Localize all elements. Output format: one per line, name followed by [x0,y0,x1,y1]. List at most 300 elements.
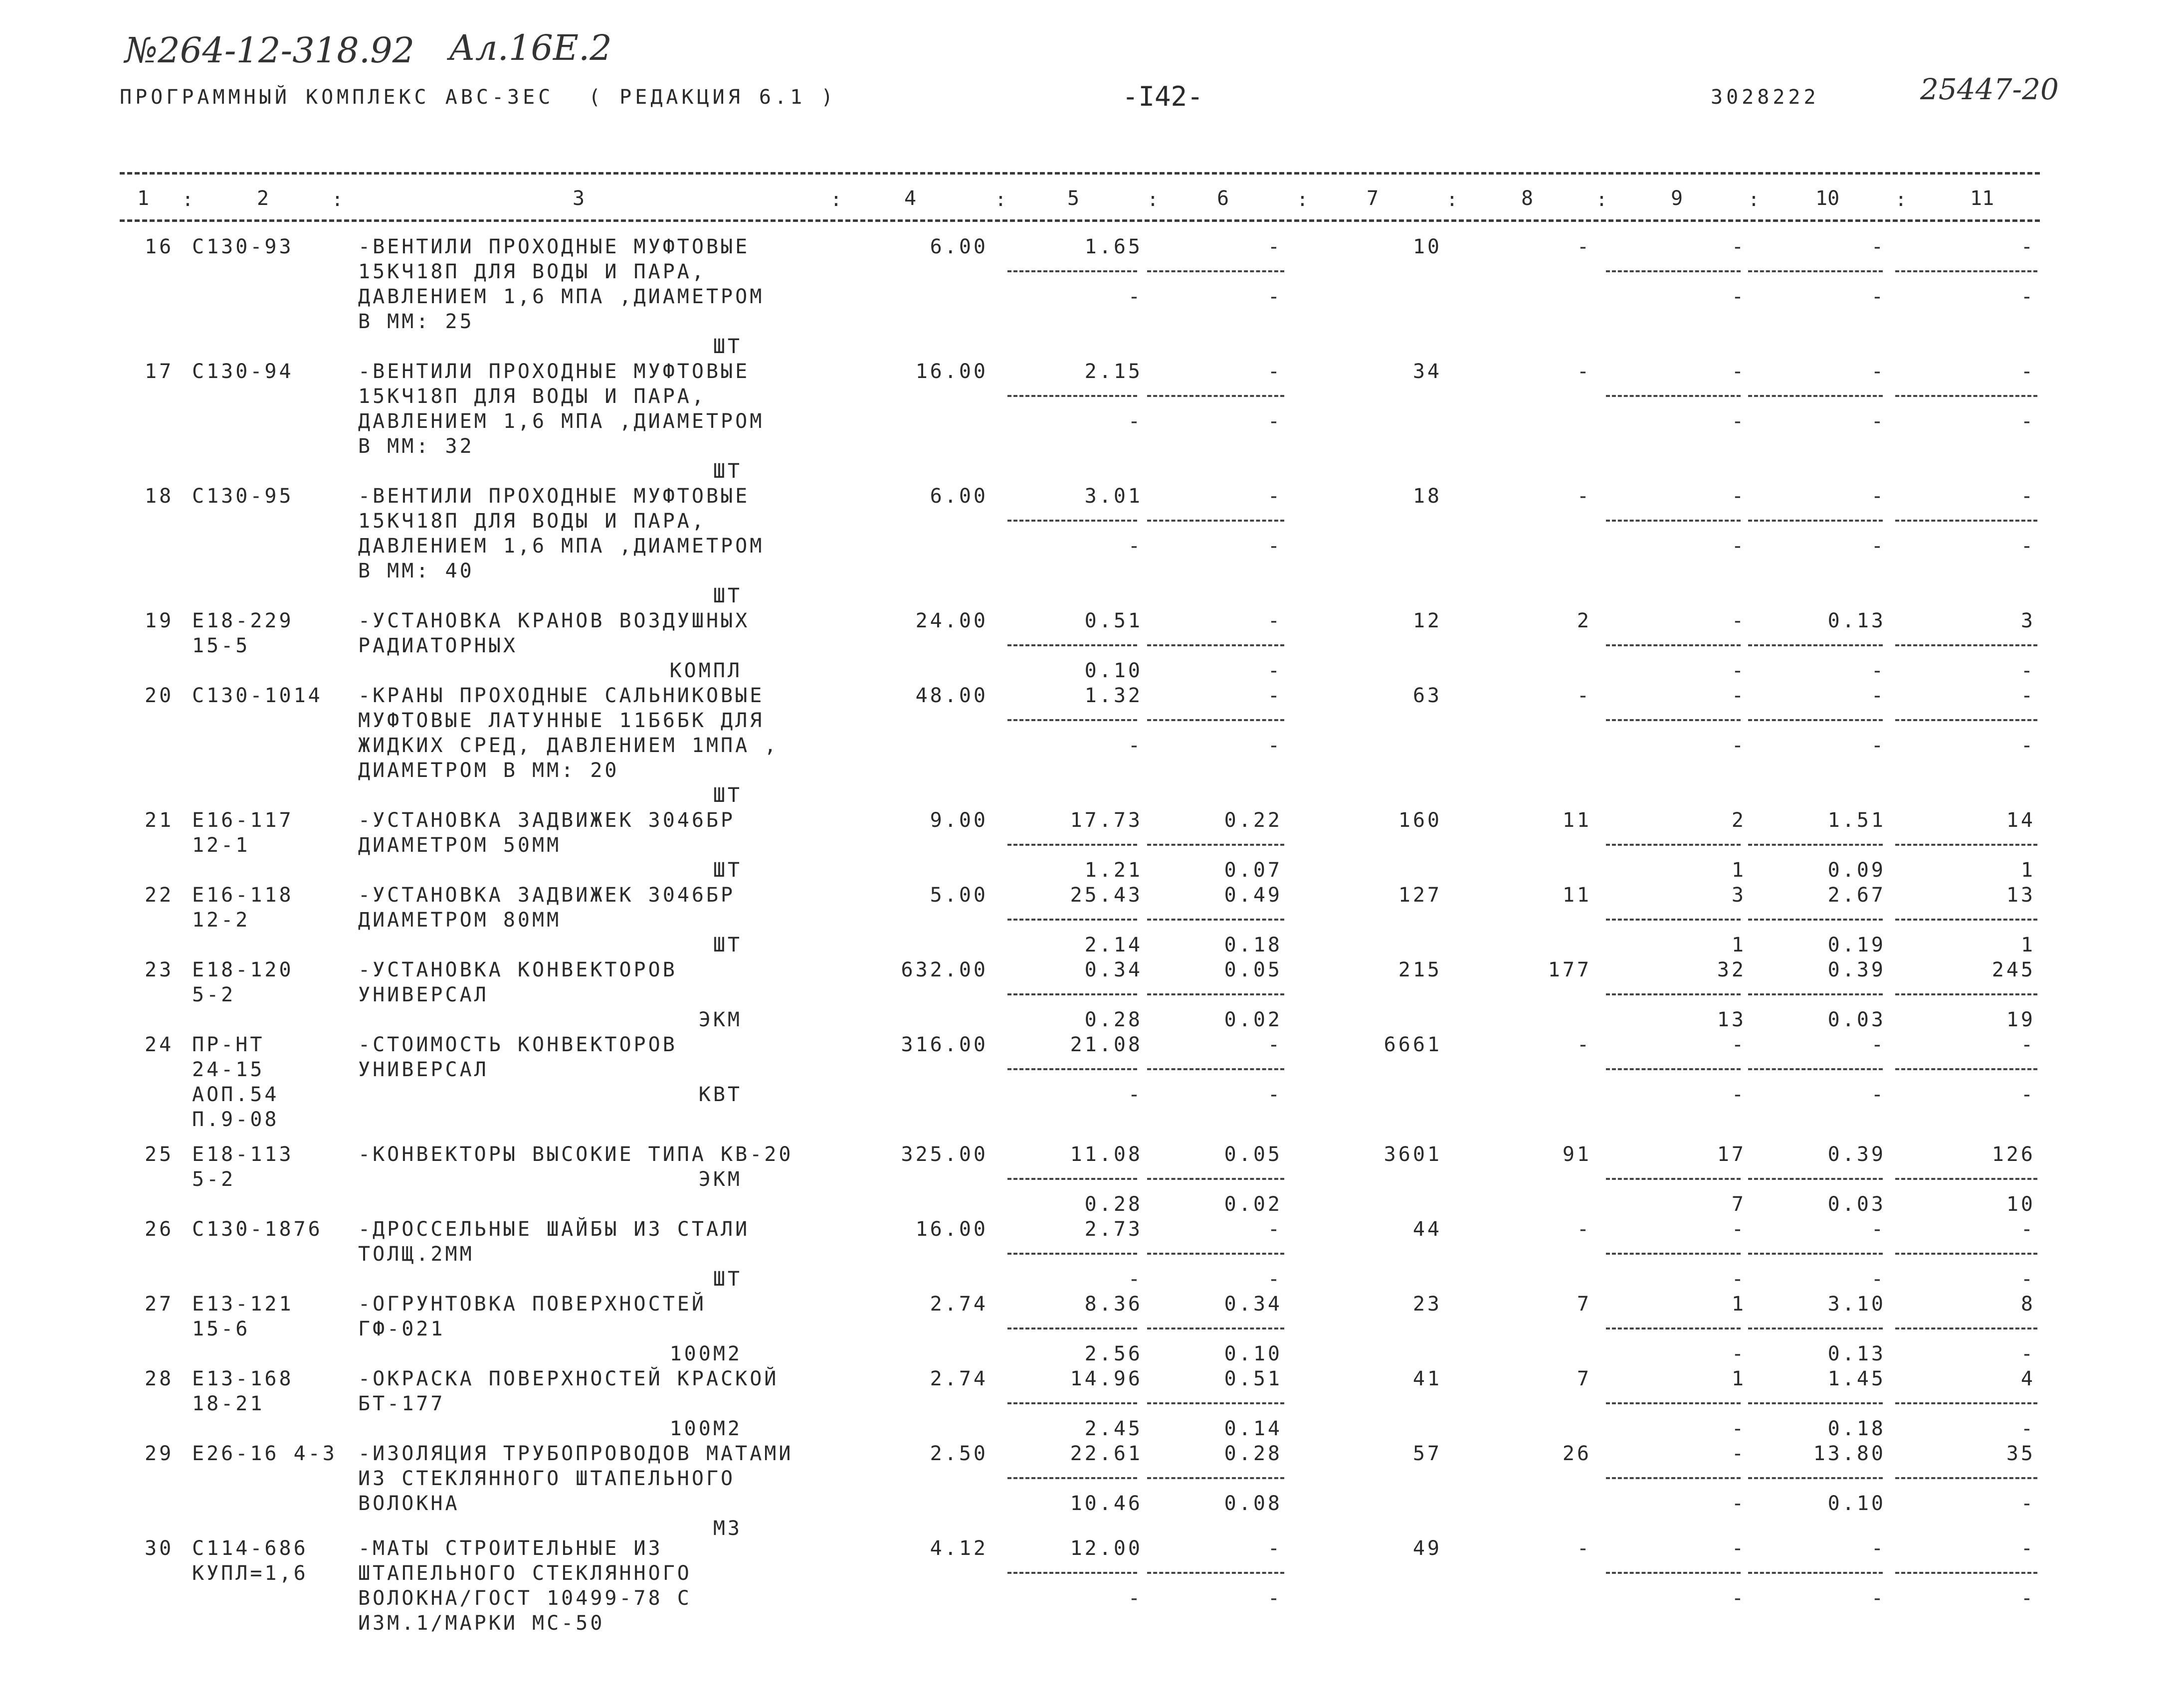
work-description: -УСТАНОВКА ЗАДВИЖЕК 3046БР [358,884,736,907]
total-machine-wages: 13 [1717,1008,1746,1031]
handwritten-sheet-mark: Ал.16Е.2 [449,27,612,68]
labor-total-sub: - [2020,1492,2035,1515]
unit-cost: 2.73 [1084,1218,1143,1241]
labor-total-sub: - [2020,734,2035,757]
dashed-subtotal-line [1748,844,1883,846]
total-machine-wages: - [1731,1417,1746,1440]
total-machine: - [1731,1537,1746,1560]
labor-unit: 1.51 [1827,809,1886,832]
labor-total: - [2020,1033,2035,1056]
total-cost: 160 [1398,809,1442,832]
quantity: 325.00 [901,1143,988,1166]
quantity: 48.00 [915,684,988,707]
labor-total: 13 [2006,884,2035,907]
work-description: ДАВЛЕНИЕМ 1,6 МПА ,ДИАМЕТРОМ [358,410,765,433]
labor-total-sub: 1 [2020,859,2035,882]
rate-code: Е16-118 [192,884,294,907]
work-description: УНИВЕРСАЛ [358,1058,489,1081]
labor-unit: - [1871,360,1886,383]
unit-of-measure: ШТ [713,1268,742,1291]
row-number: 22 [145,884,174,907]
dashed-subtotal-line [1007,1572,1137,1574]
dashed-subtotal-line [1007,1328,1137,1329]
dashed-subtotal-line [1606,1477,1741,1479]
work-description: -ОГРУНТОВКА ПОВЕРХНОСТЕЙ [358,1293,706,1316]
work-description: -КРАНЫ ПРОХОДНЫЕ САЛЬНИКОВЫЕ [358,684,765,707]
labor-unit-sub: 0.03 [1827,1008,1886,1031]
total-machine: - [1731,1218,1746,1241]
total-wages: 11 [1562,884,1591,907]
rate-code: АОП.54 [192,1083,279,1106]
dashed-subtotal-line [1147,1253,1284,1255]
dashed-subtotal-line [1007,1477,1137,1479]
rate-code: С130-95 [192,485,294,508]
total-wages: 11 [1562,809,1591,832]
dashed-subtotal-line [1606,844,1741,846]
dashed-subtotal-line [1606,1402,1741,1404]
total-machine-wages: - [1731,1492,1746,1515]
dashed-subtotal-line [1606,919,1741,921]
labor-total-sub: - [2020,1268,2035,1291]
program-title: ПРОГРАММНЫЙ КОМПЛЕКС АВС-3ЕС [120,86,554,109]
machine-cost-wages: - [1267,734,1282,757]
dashed-subtotal-line [1007,395,1137,397]
edition-label: ( РЕДАКЦИЯ 6.1 ) [589,86,837,109]
total-cost: 10 [1412,235,1442,258]
total-cost: 23 [1412,1293,1442,1316]
rate-code: 5-2 [192,983,236,1006]
unit-cost-wages: - [1128,1268,1143,1291]
total-cost: 215 [1398,958,1442,981]
dashed-subtotal-line [1895,1477,2037,1479]
dashed-subtotal-line [1895,1328,2037,1329]
work-description: -ВЕНТИЛИ ПРОХОДНЫЕ МУФТОВЫЕ [358,235,750,258]
work-description: ДАВЛЕНИЕМ 1,6 МПА ,ДИАМЕТРОМ [358,535,765,558]
labor-total-sub: - [2020,1083,2035,1106]
dashed-subtotal-line [1007,520,1137,522]
row-number: 26 [145,1218,174,1241]
work-description: В ММ: 32 [358,435,474,458]
rate-code: КУПЛ=1,6 [192,1562,308,1585]
dashed-subtotal-line [1007,919,1137,921]
labor-unit-sub: - [1871,1587,1886,1610]
total-wages: 91 [1562,1143,1591,1166]
dashed-subtotal-line [1147,919,1284,921]
dashed-subtotal-line [1007,993,1137,995]
unit-cost-wages: 2.14 [1084,934,1143,956]
rate-code: С130-1014 [192,684,323,707]
total-machine: - [1731,360,1746,383]
unit-cost-wages: 2.45 [1084,1417,1143,1440]
dashed-subtotal-line [1748,644,1883,646]
labor-unit-sub: - [1871,410,1886,433]
unit-cost-wages: - [1128,285,1143,308]
total-cost: 12 [1412,609,1442,632]
labor-unit-sub: - [1871,285,1886,308]
work-description: УНИВЕРСАЛ [358,983,489,1006]
quantity: 24.00 [915,609,988,632]
work-description: -УСТАНОВКА КРАНОВ ВОЗДУШНЫХ [358,609,750,632]
dashed-subtotal-line [1147,844,1284,846]
labor-unit-sub: - [1871,1268,1886,1291]
dashed-subtotal-line [1748,719,1883,721]
dashed-subtotal-line [1606,644,1741,646]
labor-unit: 0.39 [1827,958,1886,981]
quantity: 2.74 [930,1293,988,1316]
labor-total-sub: - [2020,535,2035,558]
dashed-subtotal-line [1606,1328,1741,1329]
document-code: 3028222 [1711,86,1819,109]
labor-total: - [2020,485,2035,508]
labor-total-sub: - [2020,1342,2035,1365]
dashed-subtotal-line [1895,1402,2037,1404]
machine-cost-wages: - [1267,410,1282,433]
quantity: 9.00 [930,809,988,832]
unit-cost-wages: 0.10 [1084,659,1143,682]
dashed-subtotal-line [1606,270,1741,272]
labor-total: 14 [2006,809,2035,832]
work-description: ИЗМ.1/МАРКИ МС-50 [358,1612,605,1635]
total-machine-wages: - [1731,410,1746,433]
work-description: -ВЕНТИЛИ ПРОХОДНЫЕ МУФТОВЫЕ [358,485,750,508]
labor-unit: 0.13 [1827,609,1886,632]
unit-cost: 25.43 [1070,884,1143,907]
machine-cost-wages: - [1267,1268,1282,1291]
labor-unit-sub: 0.09 [1827,859,1886,882]
rate-code: 18-21 [192,1392,265,1415]
rate-code: ПР-НТ [192,1033,265,1056]
row-number: 29 [145,1442,174,1465]
dashed-subtotal-line [1147,1068,1284,1070]
labor-unit: 1.45 [1827,1367,1886,1390]
labor-total-sub: - [2020,285,2035,308]
dashed-subtotal-line [1895,993,2037,995]
labor-unit: 2.67 [1827,884,1886,907]
total-cost: 44 [1412,1218,1442,1241]
total-machine-wages: - [1731,535,1746,558]
total-machine-wages: - [1731,1083,1746,1106]
total-machine-wages: - [1731,1268,1746,1291]
total-wages: 7 [1577,1293,1591,1316]
labor-unit-sub: 0.10 [1827,1492,1886,1515]
unit-of-measure: 100М2 [669,1342,742,1365]
machine-cost: - [1267,235,1282,258]
dashed-subtotal-line [1007,719,1137,721]
machine-cost: - [1267,684,1282,707]
total-machine-wages: 7 [1731,1193,1746,1216]
dashed-subtotal-line [1895,1572,2037,1574]
work-description: -ВЕНТИЛИ ПРОХОДНЫЕ МУФТОВЫЕ [358,360,750,383]
work-description: ДИАМЕТРОМ 50ММ [358,834,562,857]
quantity: 316.00 [901,1033,988,1056]
unit-cost: 14.96 [1070,1367,1143,1390]
column-header: 4 [904,187,917,210]
dashed-subtotal-line [1147,1178,1284,1180]
total-cost: 57 [1412,1442,1442,1465]
dashed-subtotal-line [1748,1402,1883,1404]
labor-unit: 0.39 [1827,1143,1886,1166]
dashed-subtotal-line [1606,993,1741,995]
total-machine: - [1731,609,1746,632]
row-number: 17 [145,360,174,383]
machine-cost-wages: - [1267,1587,1282,1610]
machine-cost-wages: - [1267,1083,1282,1106]
unit-cost: 0.34 [1084,958,1143,981]
machine-cost: - [1267,1033,1282,1056]
machine-cost: 0.51 [1224,1367,1282,1390]
total-machine-wages: - [1731,285,1746,308]
total-machine-wages: - [1731,1587,1746,1610]
machine-cost: 0.28 [1224,1442,1282,1465]
work-description: -УСТАНОВКА ЗАДВИЖЕК 3046БР [358,809,736,832]
machine-cost-wages: 0.18 [1224,934,1282,956]
dashed-subtotal-line [1007,1068,1137,1070]
machine-cost-wages: 0.14 [1224,1417,1282,1440]
labor-unit: 3.10 [1827,1293,1886,1316]
row-number: 27 [145,1293,174,1316]
labor-total: 126 [1991,1143,2035,1166]
column-separator: : [995,189,1006,210]
dashed-subtotal-line [1147,719,1284,721]
unit-of-measure: КВТ [698,1083,742,1106]
column-header: 2 [257,187,269,210]
dashed-subtotal-line [1748,1068,1883,1070]
total-cost: 18 [1412,485,1442,508]
page-number: -I42- [1122,81,1203,112]
total-wages: - [1577,1218,1591,1241]
unit-of-measure: ШТ [713,859,742,882]
row-number: 16 [145,235,174,258]
column-header: 6 [1217,187,1229,210]
total-wages: - [1577,1537,1591,1560]
total-machine-wages: 1 [1731,859,1746,882]
dashed-subtotal-line [1895,395,2037,397]
dashed-subtotal-line [1748,1328,1883,1329]
row-number: 28 [145,1367,174,1390]
row-number: 30 [145,1537,174,1560]
machine-cost: - [1267,485,1282,508]
dashed-subtotal-line [1147,1402,1284,1404]
unit-cost: 8.36 [1084,1293,1143,1316]
labor-total: - [2020,684,2035,707]
dashed-subtotal-line [1895,520,2037,522]
dashed-subtotal-line [1895,1253,2037,1255]
total-machine: - [1731,1442,1746,1465]
work-description: -СТОИМОСТЬ КОНВЕКТОРОВ [358,1033,677,1056]
total-cost: 127 [1398,884,1442,907]
dashed-subtotal-line [1895,1178,2037,1180]
unit-cost-wages: 2.56 [1084,1342,1143,1365]
labor-unit-sub: - [1871,535,1886,558]
dashed-subtotal-line [1606,395,1741,397]
dashed-subtotal-line [1748,520,1883,522]
unit-of-measure: М3 [713,1517,742,1540]
column-separator: : [182,189,194,210]
machine-cost: 0.05 [1224,958,1282,981]
unit-cost-wages: 10.46 [1070,1492,1143,1515]
table-header-rule [120,219,2040,222]
unit-cost: 21.08 [1070,1033,1143,1056]
unit-of-measure: ШТ [713,584,742,607]
labor-unit-sub: 0.18 [1827,1417,1886,1440]
total-machine: 32 [1717,958,1746,981]
machine-cost: - [1267,360,1282,383]
work-description: -МАТЫ СТРОИТЕЛЬНЫЕ ИЗ [358,1537,663,1560]
dashed-subtotal-line [1147,1572,1284,1574]
total-cost: 34 [1412,360,1442,383]
dashed-subtotal-line [1147,395,1284,397]
work-description: ДИАМЕТРОМ В ММ: 20 [358,759,619,782]
labor-unit: 13.80 [1813,1442,1886,1465]
row-number: 25 [145,1143,174,1166]
dashed-subtotal-line [1895,919,2037,921]
total-machine: - [1731,684,1746,707]
machine-cost-wages: 0.07 [1224,859,1282,882]
column-separator: : [1297,189,1308,210]
work-description: МУФТОВЫЕ ЛАТУННЫЕ 11Б6БК ДЛЯ [358,709,765,732]
column-header: 10 [1815,187,1840,210]
dashed-subtotal-line [1748,1572,1883,1574]
unit-cost-wages: - [1128,734,1143,757]
rate-code: Е13-168 [192,1367,294,1390]
column-separator: : [1895,189,1907,210]
machine-cost: - [1267,1537,1282,1560]
total-machine-wages: 1 [1731,934,1746,956]
row-number: 19 [145,609,174,632]
unit-cost-wages: 1.21 [1084,859,1143,882]
quantity: 16.00 [915,360,988,383]
column-header: 9 [1671,187,1683,210]
column-separator: : [332,189,343,210]
dashed-subtotal-line [1606,520,1741,522]
total-wages: - [1577,485,1591,508]
work-description: ДИАМЕТРОМ 80ММ [358,909,562,932]
work-description: ТОЛЩ.2ММ [358,1243,474,1266]
unit-of-measure: ШТ [713,934,742,956]
total-machine-wages: - [1731,659,1746,682]
work-description: БТ-177 [358,1392,445,1415]
row-number: 21 [145,809,174,832]
unit-of-measure: ШТ [713,784,742,807]
dashed-subtotal-line [1606,719,1741,721]
unit-cost: 11.08 [1070,1143,1143,1166]
unit-cost-wages: - [1128,535,1143,558]
work-description: ЖИДКИХ СРЕД, ДАВЛЕНИЕМ 1МПА , [358,734,779,757]
unit-of-measure: ШТ [713,335,742,358]
total-cost: 3601 [1384,1143,1442,1166]
total-cost: 6661 [1384,1033,1442,1056]
unit-cost: 17.73 [1070,809,1143,832]
work-description: -ОКРАСКА ПОВЕРХНОСТЕЙ КРАСКОЙ [358,1367,779,1390]
labor-total-sub: - [2020,1417,2035,1440]
dashed-subtotal-line [1895,644,2037,646]
column-separator: : [830,189,842,210]
rate-code: Е16-117 [192,809,294,832]
unit-cost-wages: 0.28 [1084,1193,1143,1216]
work-description: 15КЧ18П ДЛЯ ВОДЫ И ПАРА, [358,510,706,533]
rate-code: 15-5 [192,634,250,657]
machine-cost-wages: 0.02 [1224,1008,1282,1031]
machine-cost: 0.05 [1224,1143,1282,1166]
total-wages: 7 [1577,1367,1591,1390]
dashed-subtotal-line [1748,270,1883,272]
labor-total: - [2020,360,2035,383]
column-header: 3 [573,187,585,210]
dashed-subtotal-line [1895,844,2037,846]
rate-code: 12-1 [192,834,250,857]
machine-cost-wages: - [1267,535,1282,558]
dashed-subtotal-line [1147,520,1284,522]
rate-code: 5-2 [192,1168,236,1191]
work-description: -ДРОССЕЛЬНЫЕ ШАЙБЫ ИЗ СТАЛИ [358,1218,750,1241]
unit-of-measure: 100М2 [669,1417,742,1440]
dashed-subtotal-line [1606,1572,1741,1574]
unit-cost: 22.61 [1070,1442,1143,1465]
unit-cost-wages: - [1128,1083,1143,1106]
row-number: 18 [145,485,174,508]
column-separator: : [1748,189,1760,210]
work-description: В ММ: 25 [358,310,474,333]
quantity: 16.00 [915,1218,988,1241]
row-number: 23 [145,958,174,981]
rate-code: П.9-08 [192,1108,279,1131]
total-machine: 1 [1731,1293,1746,1316]
unit-cost-wages: 0.28 [1084,1008,1143,1031]
work-description: ГФ-021 [358,1318,445,1340]
total-wages: - [1577,360,1591,383]
unit-cost-wages: - [1128,1587,1143,1610]
unit-of-measure: ЭКМ [698,1168,742,1191]
work-description: -УСТАНОВКА КОНВЕКТОРОВ [358,958,677,981]
rate-code: Е18-229 [192,609,294,632]
unit-of-measure: ШТ [713,460,742,483]
dashed-subtotal-line [1007,644,1137,646]
dashed-subtotal-line [1147,1328,1284,1329]
quantity: 2.74 [930,1367,988,1390]
labor-unit-sub: 0.13 [1827,1342,1886,1365]
dashed-subtotal-line [1147,644,1284,646]
labor-unit-sub: - [1871,659,1886,682]
machine-cost-wages: 0.02 [1224,1193,1282,1216]
total-machine: 17 [1717,1143,1746,1166]
dashed-subtotal-line [1748,919,1883,921]
dashed-subtotal-line [1895,719,2037,721]
work-description: -ИЗОЛЯЦИЯ ТРУБОПРОВОДОВ МАТАМИ [358,1442,793,1465]
machine-cost-wages: - [1267,285,1282,308]
dashed-subtotal-line [1147,270,1284,272]
labor-unit: - [1871,1537,1886,1560]
total-wages: 2 [1577,609,1591,632]
rate-code: С114-686 [192,1537,308,1560]
labor-total-sub: 1 [2020,934,2035,956]
dashed-subtotal-line [1748,1178,1883,1180]
unit-cost: 12.00 [1070,1537,1143,1560]
column-separator: : [1596,189,1607,210]
total-wages: 26 [1562,1442,1591,1465]
total-machine-wages: - [1731,1342,1746,1365]
machine-cost: - [1267,1218,1282,1241]
unit-cost: 2.15 [1084,360,1143,383]
dashed-subtotal-line [1606,1253,1741,1255]
labor-total: 3 [2020,609,2035,632]
rate-code: Е13-121 [192,1293,294,1316]
dashed-subtotal-line [1895,1068,2037,1070]
work-description: -КОНВЕКТОРЫ ВЫСОКИЕ ТИПА КВ-20 [358,1143,793,1166]
quantity: 632.00 [901,958,988,981]
dashed-subtotal-line [1748,993,1883,995]
total-wages: - [1577,1033,1591,1056]
row-number: 20 [145,684,174,707]
